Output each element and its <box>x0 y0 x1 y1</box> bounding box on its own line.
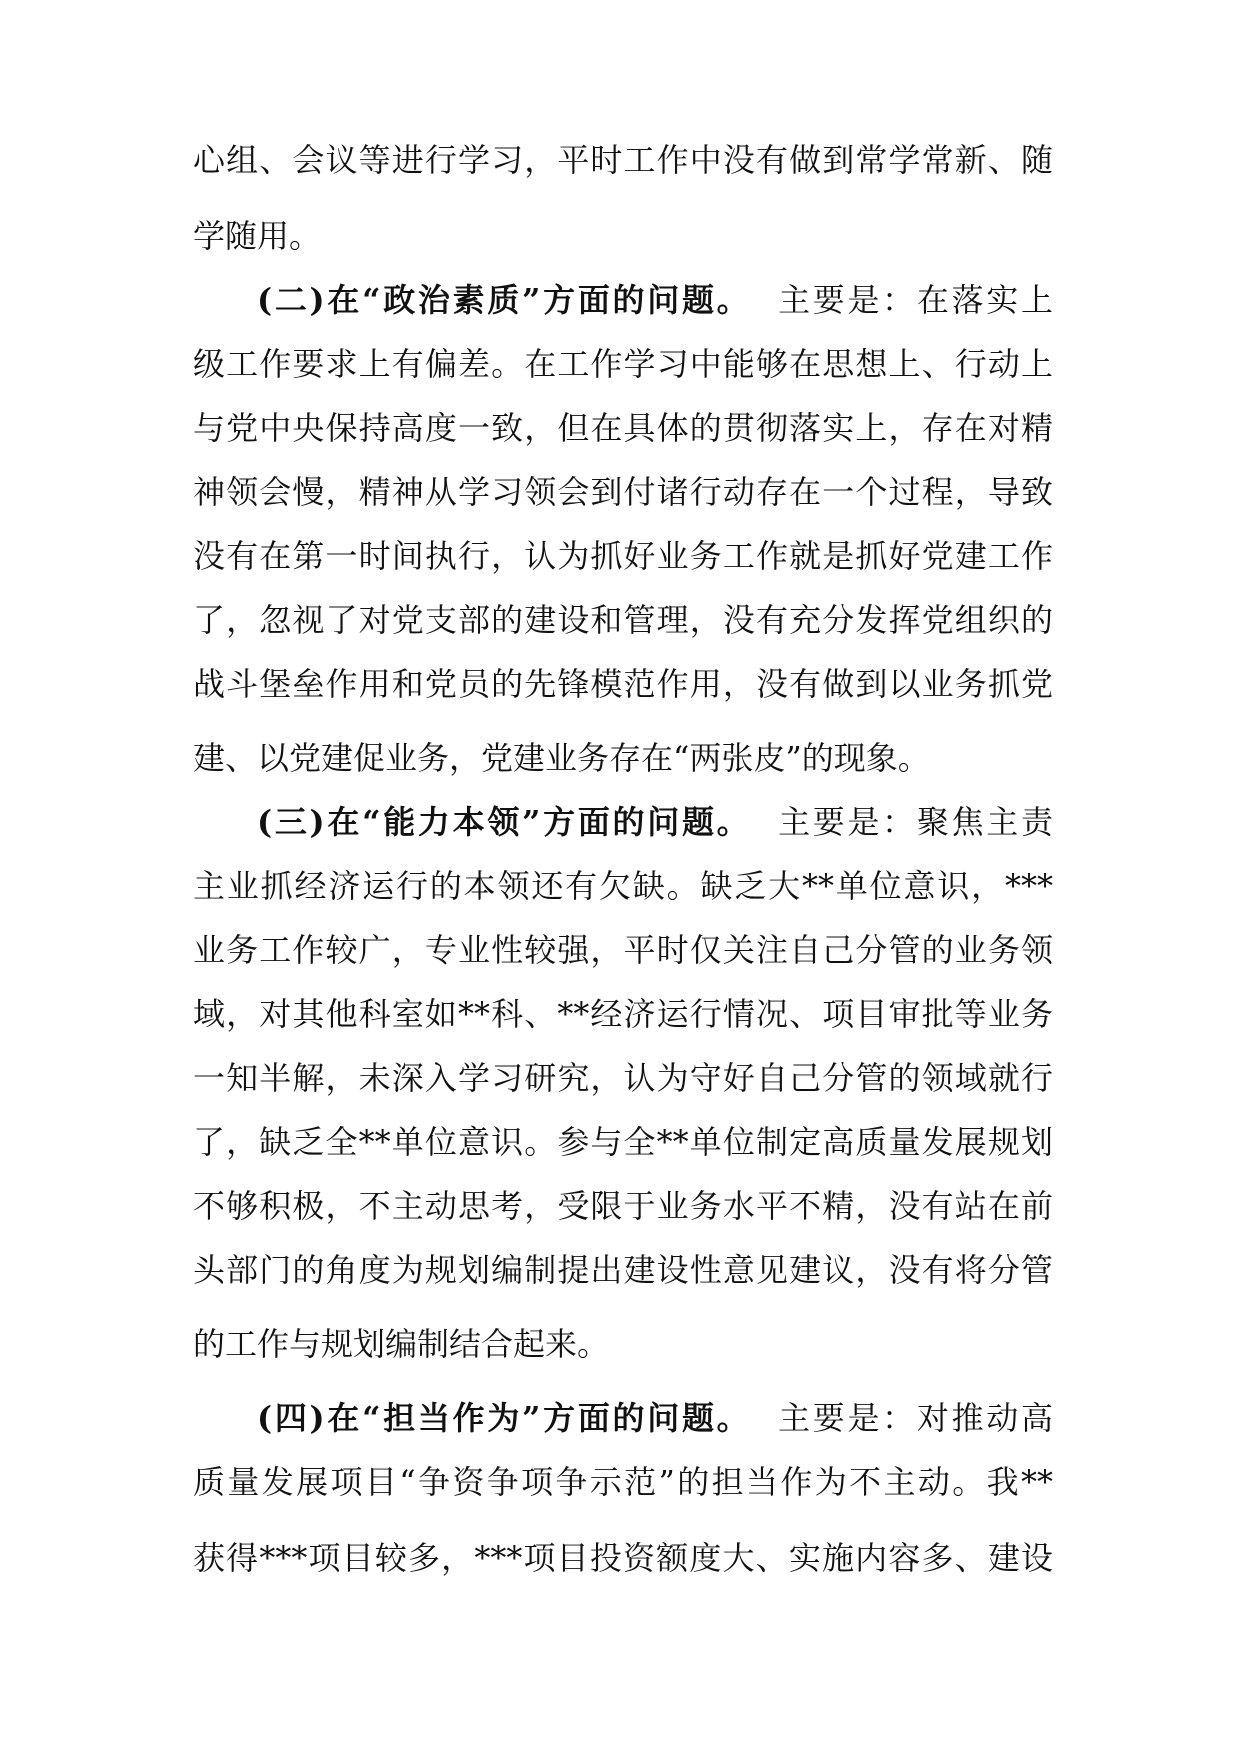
paragraph-line: 域，对其他科室如**科、**经济运行情况、项目审批等业务 <box>193 995 1053 1033</box>
paragraph-line: 头部门的角度为规划编制提出建设性意见建议，没有将分管 <box>193 1251 1053 1289</box>
document-page <box>193 0 1053 1754</box>
section-heading-title: (四)在“担当作为”方面的问题。 <box>257 1399 752 1437</box>
section-heading-title: (二)在“政治素质”方面的问题。 <box>257 281 752 319</box>
paragraph-line: 业务工作较广，专业性较强，平时仅关注自己分管的业务领 <box>193 931 1053 969</box>
paragraph-line: 一知半解，未深入学习研究，认为守好自己分管的领域就行 <box>193 1059 1053 1097</box>
paragraph-line: 建、以党建促业务，党建业务存在“两张皮”的现象。 <box>193 739 930 777</box>
paragraph-line: 不够积极，不主动思考，受限于业务水平不精，没有站在前 <box>193 1187 1053 1225</box>
paragraph-line: 了，缺乏全**单位意识。参与全**单位制定高质量发展规划 <box>193 1123 1053 1161</box>
section-heading-3 <box>193 800 1053 844</box>
paragraph-line: 与党中央保持高度一致，但在具体的贯彻落实上，存在对精 <box>193 409 1053 447</box>
section-heading-title: (三)在“能力本领”方面的问题。 <box>257 803 752 841</box>
paragraph-line: 心组、会议等进行学习，平时工作中没有做到常学常新、随 <box>193 141 1053 179</box>
paragraph-line: 的工作与规划编制结合起来。 <box>193 1325 610 1363</box>
section-heading-2 <box>193 278 1053 322</box>
paragraph-line: 主业抓经济运行的本领还有欠缺。缺乏大**单位意识，*** <box>193 867 1053 905</box>
paragraph-line: 级工作要求上有偏差。在工作学习中能够在思想上、行动上 <box>193 345 1053 383</box>
section-heading-text: 主要是：在落实上 <box>775 281 1053 319</box>
section-heading-text: 主要是：聚焦主责 <box>775 803 1053 841</box>
paragraph-line: 了，忽视了对党支部的建设和管理，没有充分发挥党组织的 <box>193 601 1053 639</box>
paragraph-line: 学随用。 <box>193 217 322 255</box>
paragraph-line: 战斗堡垒作用和党员的先锋模范作用，没有做到以业务抓党 <box>193 665 1053 703</box>
paragraph-line: 获得***项目较多，***项目投资额度大、实施内容多、建设 <box>193 1539 1053 1577</box>
paragraph-line: 神领会慢，精神从学习领会到付诸行动存在一个过程，导致 <box>193 473 1053 511</box>
paragraph-line: 质量发展项目“争资争项争示范”的担当作为不主动。我** <box>193 1463 1053 1501</box>
section-heading-text: 主要是：对推动高 <box>775 1399 1053 1437</box>
paragraph-line: 没有在第一时间执行，认为抓好业务工作就是抓好党建工作 <box>193 537 1053 575</box>
section-heading-4 <box>193 1396 1053 1440</box>
